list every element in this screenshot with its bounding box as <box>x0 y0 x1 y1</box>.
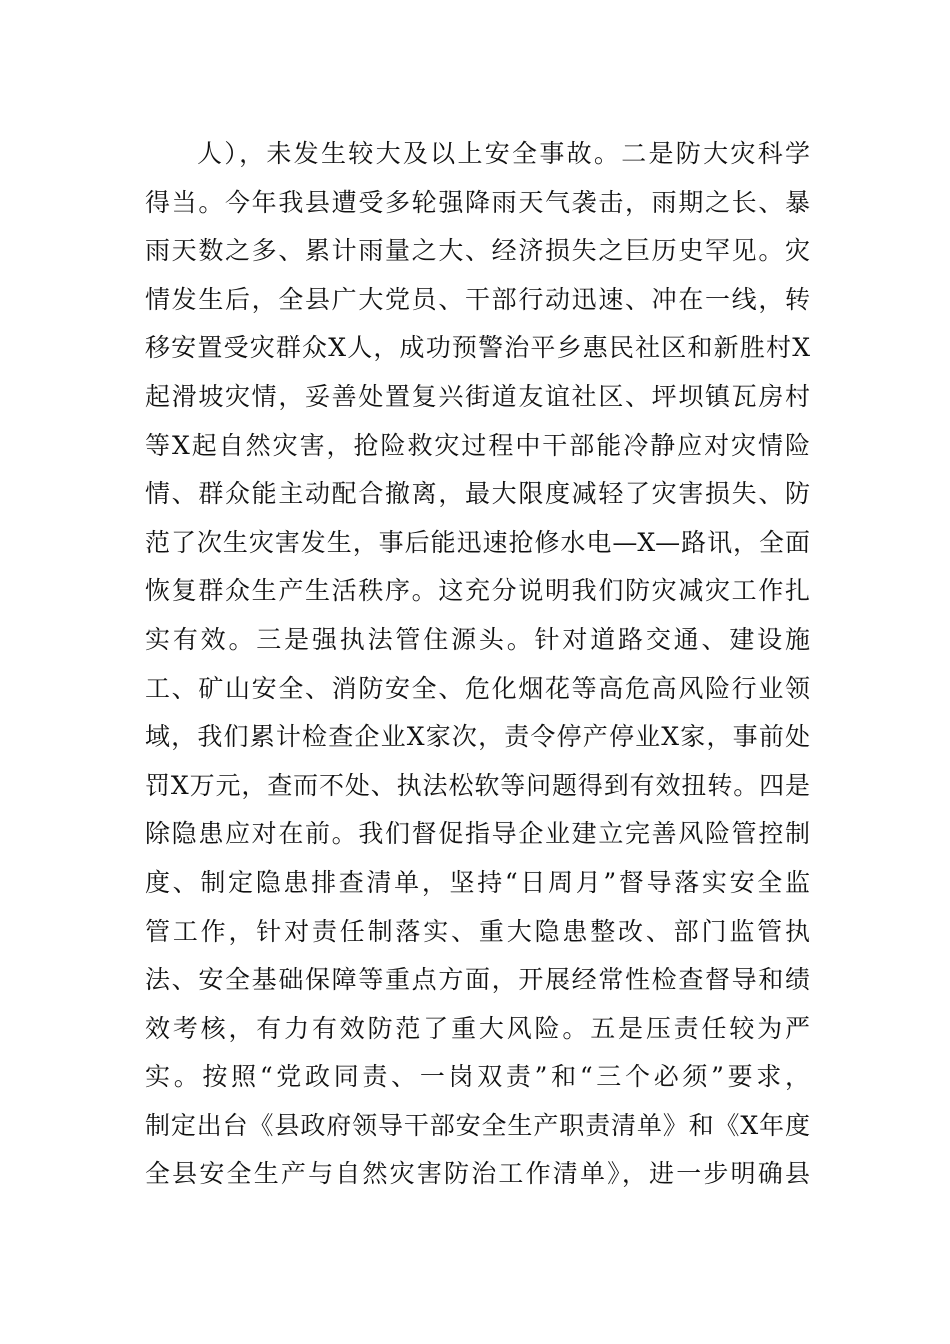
text-line-16: 度、制定隐患排查清单，坚持“日周月”督导落实安全监 <box>145 867 810 897</box>
text-line-22: 全县安全生产与自然灾害防治工作清单》，进一步明确县 <box>145 1159 810 1189</box>
text-line-21: 制定出台《县政府领导干部安全生产职责清单》和《X年度 <box>145 1110 810 1140</box>
text-line-6: 起滑坡灾情，妥善处置复兴街道友谊社区、坪坝镇瓦房村 <box>145 381 810 411</box>
text-line-8: 情、群众能主动配合撤离，最大限度减轻了灾害损失、防 <box>145 479 810 509</box>
text-line-10: 恢复群众生产生活秩序。这充分说明我们防灾减灾工作扎 <box>145 576 810 606</box>
text-line-9: 范了次生灾害发生，事后能迅速抢修水电—X—路讯，全面 <box>145 527 810 557</box>
text-line-14: 罚X万元，查而不处、执法松软等问题得到有效扭转。四是 <box>145 770 810 800</box>
text-line-20: 实。按照“党政同责、一岗双责”和“三个必须”要求， <box>145 1062 810 1092</box>
text-line-12: 工、矿山安全、消防安全、危化烟花等高危高风险行业领 <box>145 673 810 703</box>
text-line-18: 法、安全基础保障等重点方面，开展经常性检查督导和绩 <box>145 965 810 995</box>
text-line-11: 实有效。三是强执法管住源头。针对道路交通、建设施 <box>145 624 810 654</box>
body-text <box>145 130 810 1199</box>
text-line-1: 人），未发生较大及以上安全事故。二是防大灾科学 <box>197 139 810 168</box>
text-line-5: 移安置受灾群众X人，成功预警治平乡惠民社区和新胜村X <box>145 333 810 363</box>
text-line-4: 情发生后，全县广大党员、干部行动迅速、冲在一线，转 <box>145 284 810 314</box>
text-line-15: 除隐患应对在前。我们督促指导企业建立完善风险管控制 <box>145 819 810 849</box>
text-line-3: 雨天数之多、累计雨量之大、经济损失之巨历史罕见。灾 <box>145 236 810 266</box>
text-line-17: 管工作，针对责任制落实、重大隐患整改、部门监管执 <box>145 916 810 946</box>
text-line-19: 效考核，有力有效防范了重大风险。五是压责任较为严 <box>145 1013 810 1043</box>
text-line-7: 等X起自然灾害，抢险救灾过程中干部能冷静应对灾情险 <box>145 430 810 460</box>
text-line-13: 域，我们累计检查企业X家次，责令停产停业X家，事前处 <box>145 722 810 752</box>
text-line-2: 得当。今年我县遭受多轮强降雨天气袭击，雨期之长、暴 <box>145 187 810 217</box>
